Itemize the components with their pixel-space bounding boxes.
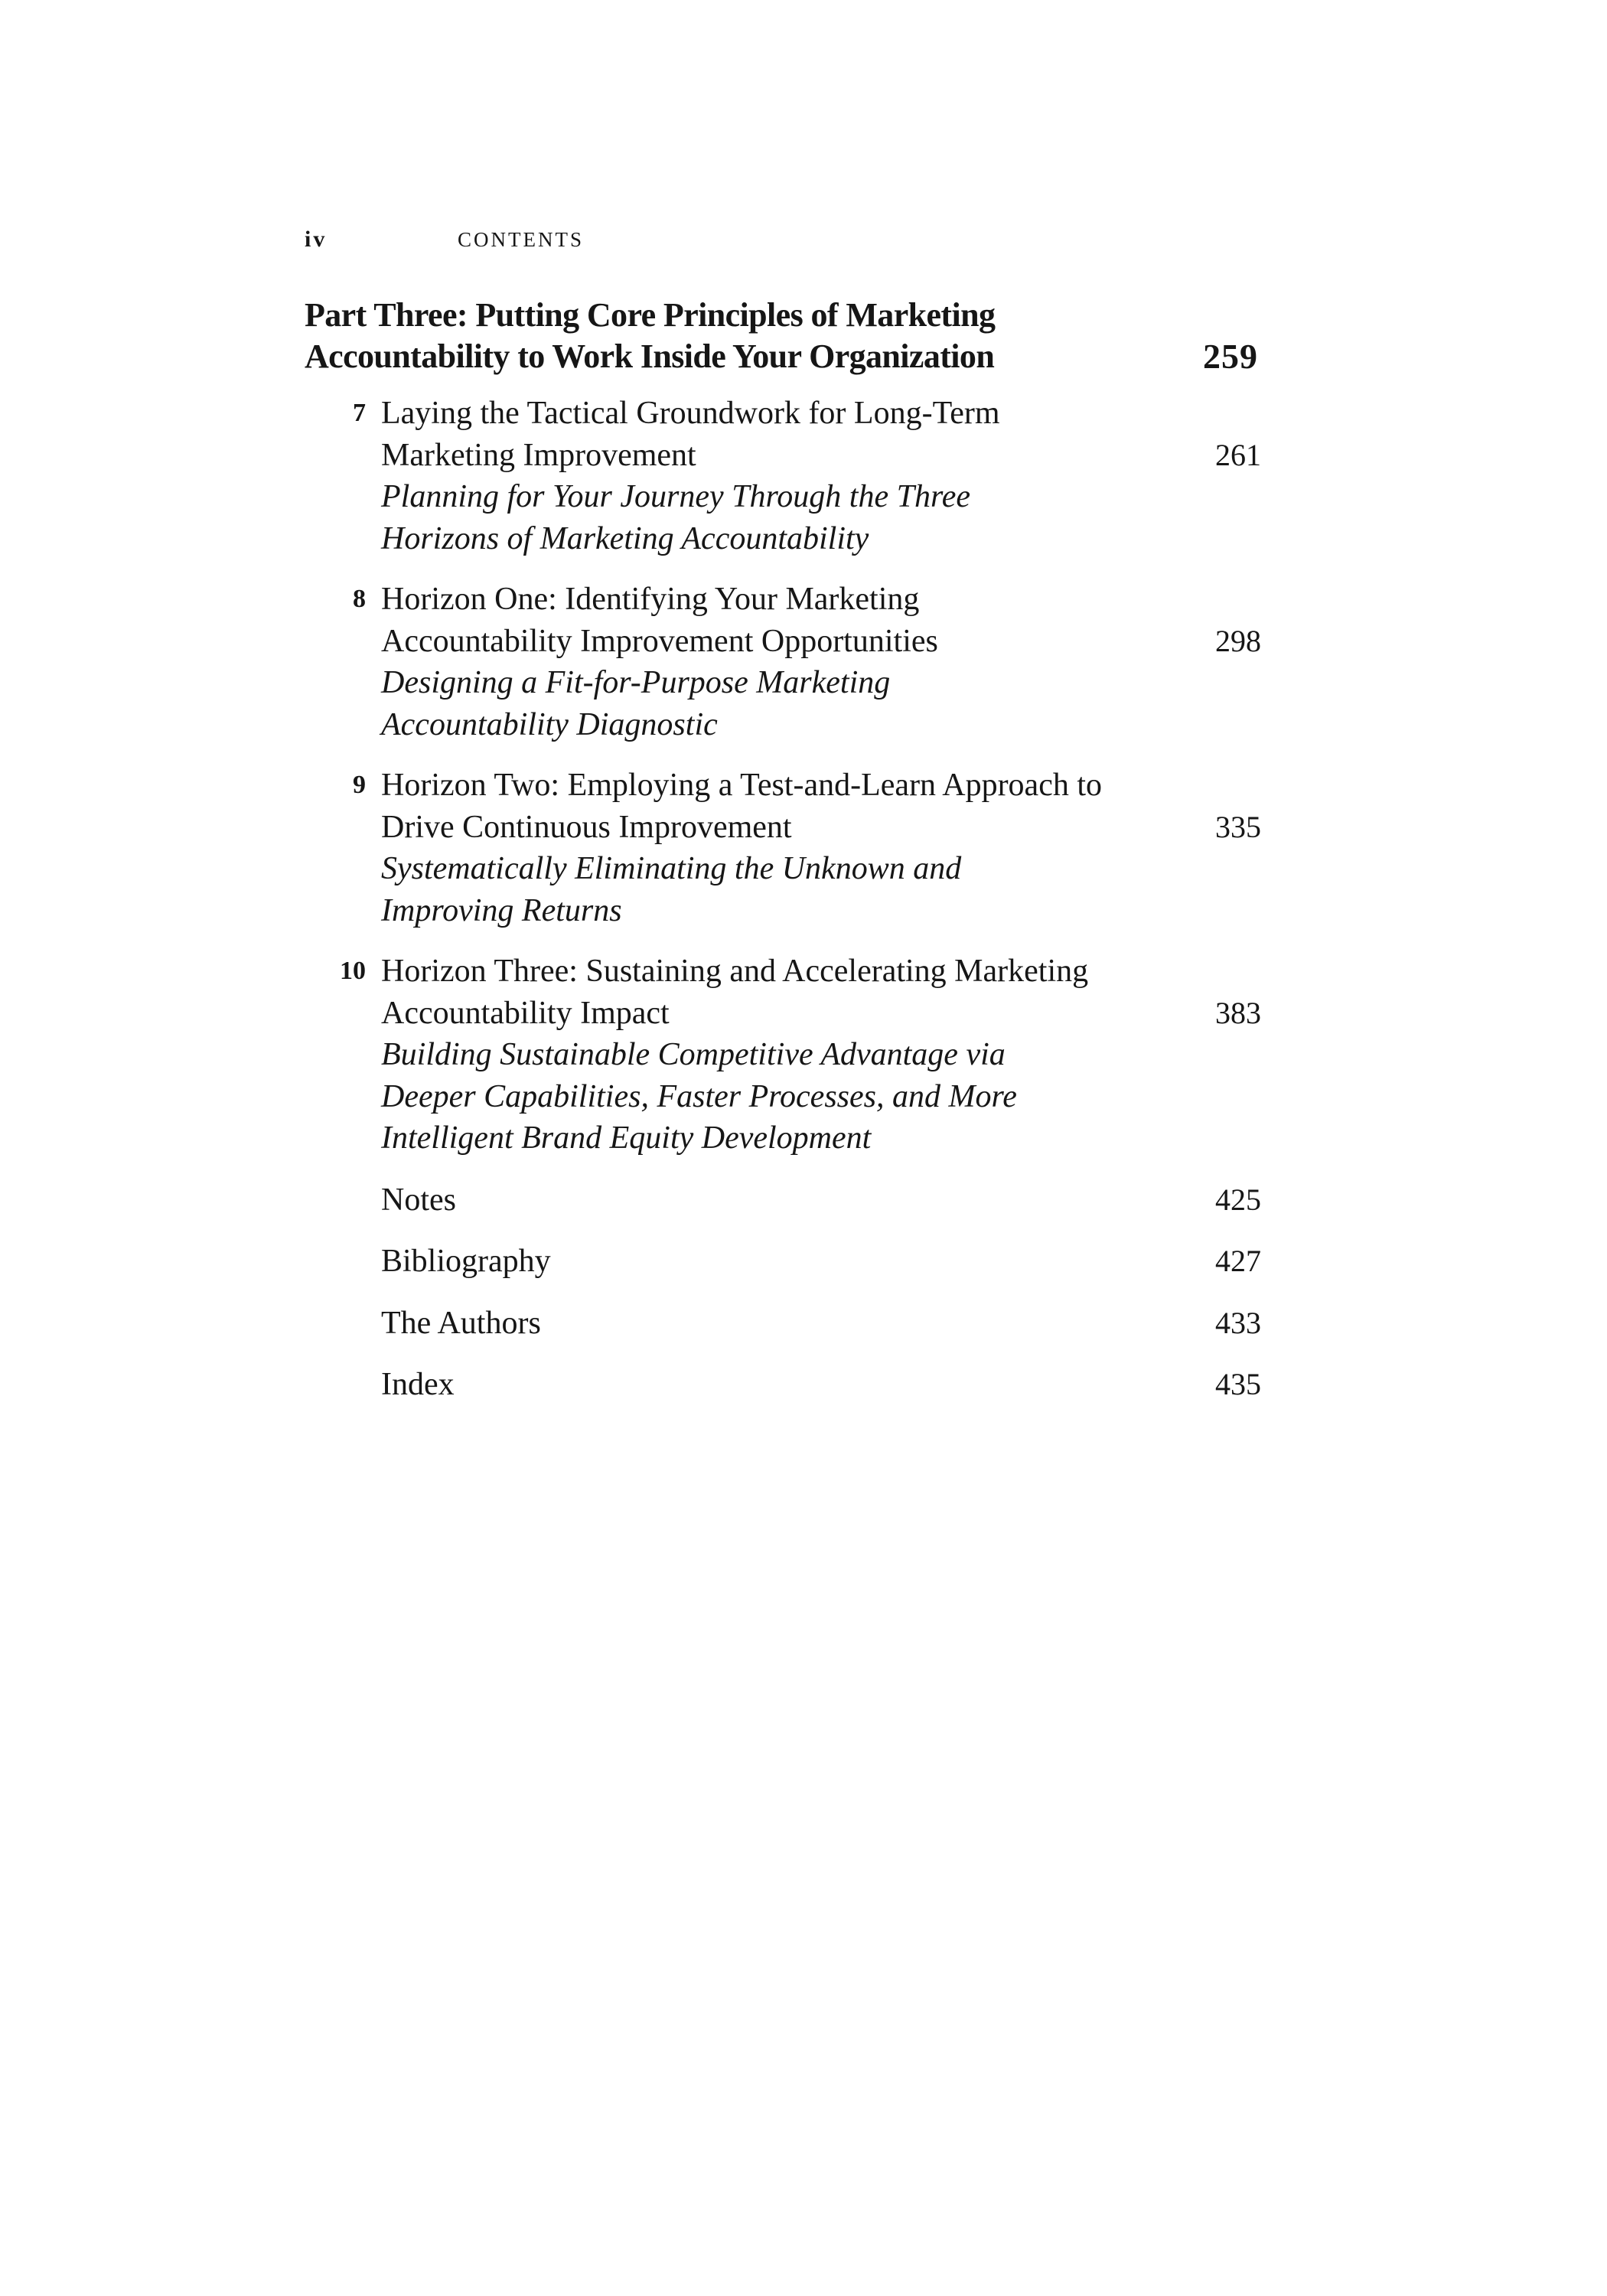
chapter-title-line: Laying the Tactical Groundwork for Long-Term	[381, 396, 1000, 431]
running-title: CONTENTS	[458, 228, 584, 251]
chapter-page-number: 298	[1215, 623, 1261, 658]
chapter-page-number: 383	[1215, 995, 1261, 1030]
part-title-line: Part Three: Putting Core Principles of Marketing	[305, 296, 996, 334]
chapter-subtitle-line: Designing a Fit-for-Purpose Marketing	[381, 665, 891, 700]
chapter-page-number: 261	[1215, 437, 1261, 472]
part-title-line: Accountability to Work Inside Your Organization	[305, 338, 995, 375]
chapter-subtitle-line: Improving Returns	[381, 892, 622, 928]
back-matter-title: Index	[381, 1367, 455, 1402]
chapter-subtitle-line: Building Sustainable Competitive Advantage via	[381, 1037, 1006, 1072]
chapter-number: 9	[353, 771, 366, 799]
chapter-subtitle-line: Systematically Eliminating the Unknown and	[381, 851, 962, 886]
chapter-title-line: Drive Continuous Improvement	[381, 809, 792, 845]
chapter-title-line: Horizon Two: Employing a Test-and-Learn Approach to	[381, 768, 1103, 803]
chapter-number: 8	[353, 585, 366, 613]
chapter-entry	[305, 951, 1261, 1159]
back-matter-title: Notes	[381, 1182, 456, 1218]
chapter-entry	[305, 765, 1261, 931]
back-matter-title: Bibliography	[381, 1244, 551, 1279]
chapter-subtitle-line: Planning for Your Journey Through the Three	[381, 479, 971, 514]
page-folio: iv	[305, 227, 328, 252]
chapter-entry	[305, 393, 1261, 559]
part-page-number: 259	[1203, 337, 1258, 376]
back-matter-entry	[305, 1241, 1261, 1283]
chapter-entry	[305, 579, 1261, 745]
chapter-number: 7	[353, 399, 366, 427]
chapter-title-line: Accountability Impact	[381, 995, 670, 1031]
part-title	[305, 295, 1162, 377]
chapter-subtitle-line: Intelligent Brand Equity Development	[381, 1120, 872, 1156]
back-matter-entry	[305, 1364, 1261, 1406]
chapter-subtitle-line: Accountability Diagnostic	[381, 706, 718, 742]
back-matter-title: The Authors	[381, 1305, 541, 1341]
chapter-subtitle-line: Deeper Capabilities, Faster Processes, and More	[381, 1078, 1017, 1114]
back-matter-page-number: 435	[1215, 1367, 1261, 1401]
chapter-title-line: Horizon Three: Sustaining and Accelerating Marketing	[381, 954, 1089, 989]
chapter-number: 10	[340, 957, 366, 985]
back-matter-entry	[305, 1303, 1261, 1345]
chapter-subtitle-line: Horizons of Marketing Accountability	[381, 520, 869, 556]
chapter-title-line: Marketing Improvement	[381, 437, 696, 473]
part-heading	[305, 295, 1261, 386]
chapter-title-line: Accountability Improvement Opportunities	[381, 623, 938, 659]
chapter-title-line: Horizon One: Identifying Your Marketing	[381, 582, 920, 617]
back-matter-page-number: 425	[1215, 1182, 1261, 1217]
running-head	[305, 227, 1269, 257]
back-matter-page-number: 427	[1215, 1244, 1261, 1278]
back-matter-page-number: 433	[1215, 1305, 1261, 1340]
contents-list	[305, 393, 1261, 1406]
back-matter-entry	[305, 1179, 1261, 1221]
chapter-page-number: 335	[1215, 809, 1261, 844]
